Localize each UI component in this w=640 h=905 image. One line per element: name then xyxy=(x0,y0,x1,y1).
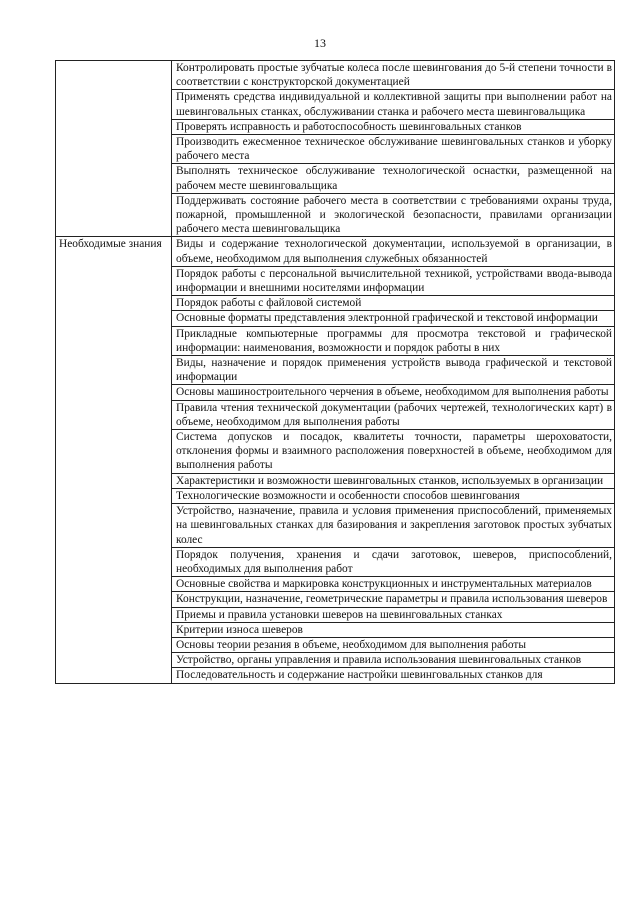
table-row xyxy=(56,237,615,266)
requirement-item: Контролировать простые зубчатые колеса после шевингования до 5-й степени точности в соответствии с конструкторской документацией xyxy=(172,61,615,90)
requirement-item: Порядок работы с файловой системой xyxy=(172,296,615,311)
requirement-item: Виды, назначение и порядок применения устройств вывода графической и текстовой информации xyxy=(172,356,615,385)
requirement-item: Основные свойства и маркировка конструкционных и инструментальных материалов xyxy=(172,577,615,592)
requirement-item: Критерии износа шеверов xyxy=(172,622,615,637)
section-label: Необходимые знания xyxy=(56,237,172,683)
requirement-item: Основы машиностроительного черчения в объеме, необходимом для выполнения работы xyxy=(172,385,615,400)
requirement-item: Применять средства индивидуальной и коллективной защиты при выполнении работ на шевинговальных станках, обслуживании станка и рабочего места шевинговальщика xyxy=(172,90,615,119)
requirement-item: Виды и содержание технологической документации, используемой в организации, в объеме, необходимом для выполнения служебных обязанностей xyxy=(172,237,615,266)
requirement-item: Порядок получения, хранения и сдачи заготовок, шеверов, приспособлений, необходимых для выполнения работ xyxy=(172,547,615,576)
requirement-item: Конструкции, назначение, геометрические параметры и правила использования шеверов xyxy=(172,592,615,607)
requirement-item: Прикладные компьютерные программы для просмотра текстовой и графической информации: наименования, возможности и порядок работы в них xyxy=(172,326,615,355)
requirement-item: Устройство, органы управления и правила использования шевинговальных станков xyxy=(172,653,615,668)
requirement-item: Основные форматы представления электронной графической и текстовой информации xyxy=(172,311,615,326)
requirements-table xyxy=(55,60,615,684)
requirement-item: Характеристики и возможности шевинговальных станков, используемых в организации xyxy=(172,473,615,488)
requirement-item: Система допусков и посадок, квалитеты точности, параметры шероховатости, отклонения формы и взаимного расположения поверхностей в объеме, необходимом для выполнения работы xyxy=(172,430,615,474)
section-label xyxy=(56,61,172,237)
page-number: 13 xyxy=(314,36,326,50)
requirement-item: Проверять исправность и работоспособность шевинговальных станков xyxy=(172,119,615,134)
requirement-item: Производить ежесменное техническое обслуживание шевинговальных станков и уборку рабочего места xyxy=(172,135,615,164)
requirement-item: Выполнять техническое обслуживание технологической оснастки, размещенной на рабочем месте шевинговальщика xyxy=(172,164,615,193)
requirement-item: Технологические возможности и особенности способов шевингования xyxy=(172,488,615,503)
requirement-item: Правила чтения технической документации (рабочих чертежей, технологических карт) в объеме, необходимом для выполнения работы xyxy=(172,400,615,429)
requirement-item: Приемы и правила установки шеверов на шевинговальных станках xyxy=(172,607,615,622)
requirement-item: Последовательность и содержание настройки шевинговальных станков для xyxy=(172,668,615,683)
requirement-item: Порядок работы с персональной вычислительной техникой, устройствами ввода-вывода информации и внешними носителями информации xyxy=(172,266,615,295)
requirement-item: Основы теории резания в объеме, необходимом для выполнения работы xyxy=(172,637,615,652)
table-row xyxy=(56,61,615,90)
requirement-item: Устройство, назначение, правила и условия применения приспособлений, применяемых на шевинговальных станках для базирования и закрепления заготовок простых зубчатых колес xyxy=(172,504,615,548)
requirement-item: Поддерживать состояние рабочего места в соответствии с требованиями охраны труда, пожарной, промышленной и экологической безопасности, правилами организации рабочего места шевинговальщика xyxy=(172,193,615,237)
